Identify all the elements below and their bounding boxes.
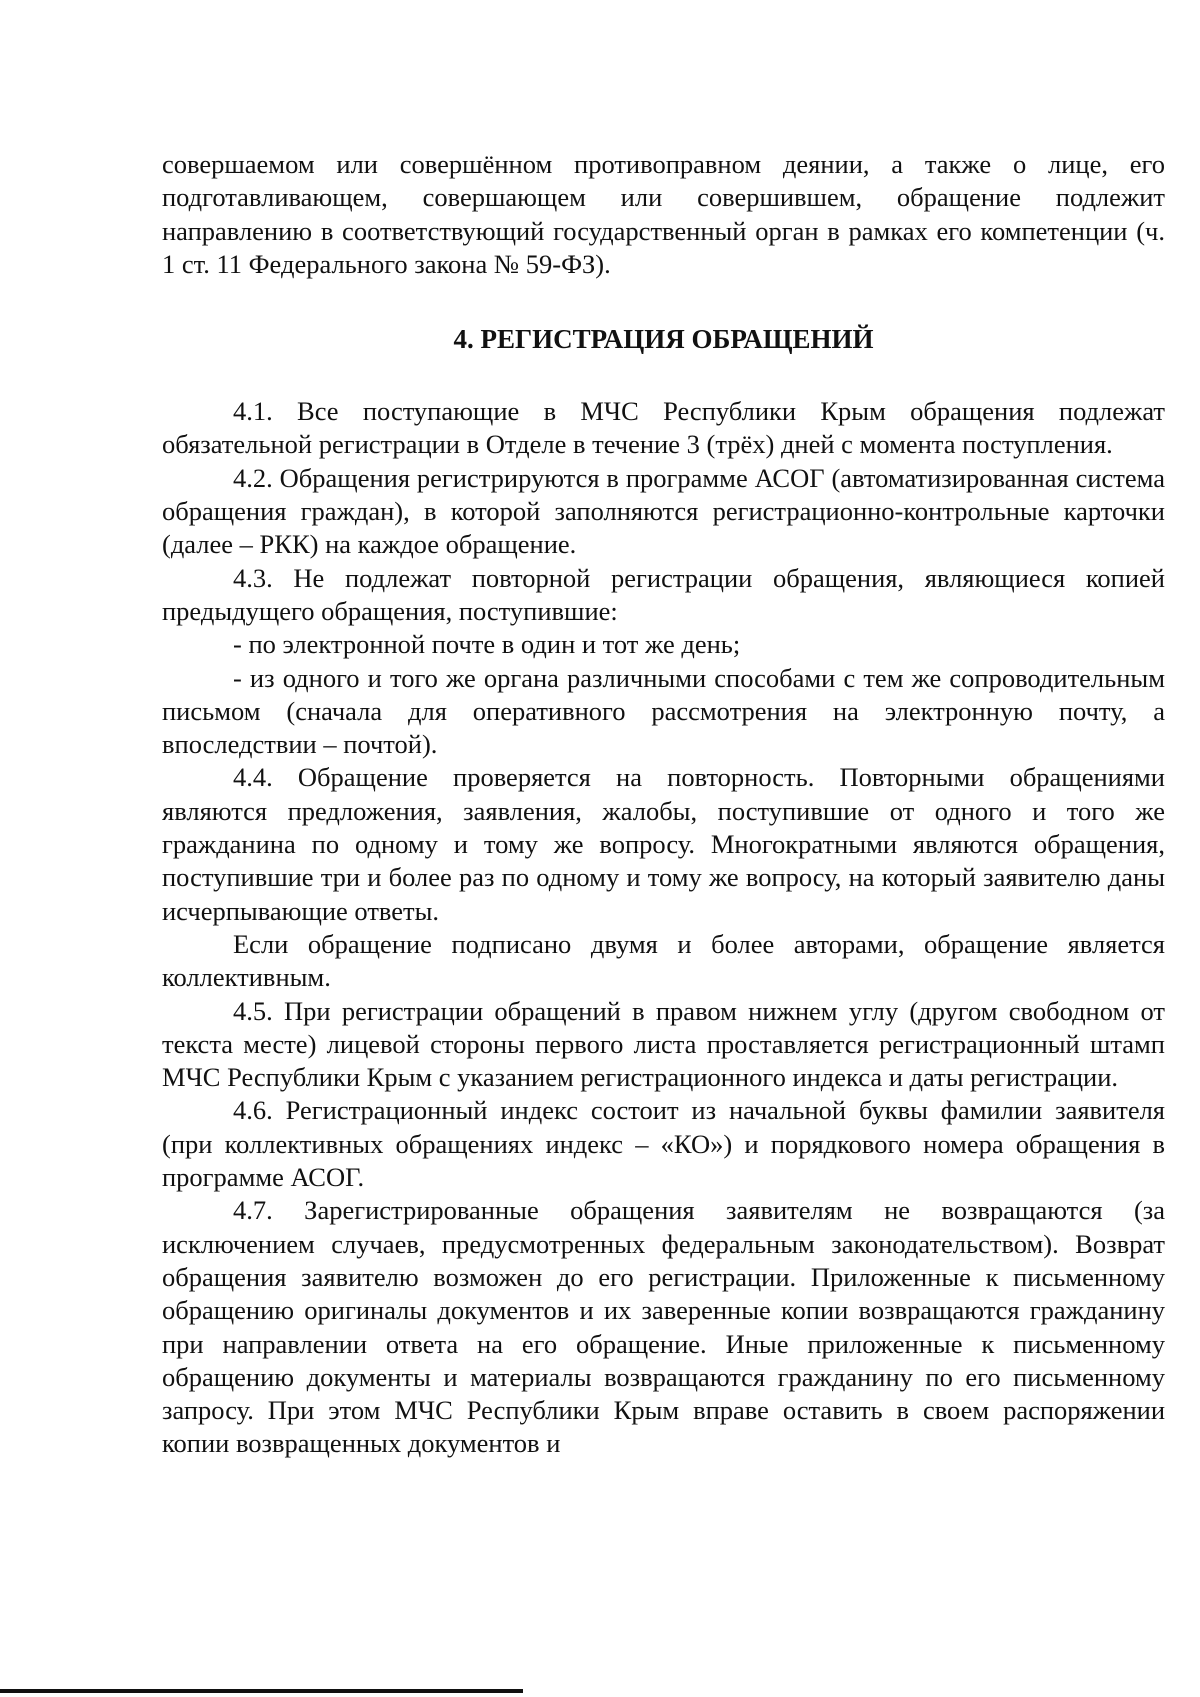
- paragraph-4-3: 4.3. Не подлежат повторной регистрации обращения, являющиеся копией предыдущего обращения, поступившие:: [162, 562, 1165, 626]
- section-title: 4. РЕГИСТРАЦИЯ ОБРАЩЕНИЙ: [453, 324, 874, 355]
- paragraph-4-6: 4.6. Регистрационный индекс состоит из начальной буквы фамилии заявителя (при коллективных обращениях индекс – «КО») и порядкового номера обращения в программе АСОГ.: [162, 1095, 1165, 1193]
- paragraph-4-5: 4.5. При регистрации обращений в правом нижнем углу (другом свободном от текста месте) лицевой стороны первого листа проставляется регистрационный штамп МЧС Республики Крым с указанием регистрационного индекса и даты регистрации.: [162, 995, 1165, 1093]
- paragraph-4-2: 4.2. Обращения регистрируются в программе АСОГ (автоматизированная система обращения граждан), в которой заполняются регистрационно-контрольные карточки (далее – РКК) на каждое обращение.: [162, 462, 1165, 560]
- continuation-paragraph: совершаемом или совершённом противоправном деянии, а также о лице, его подготавливающем, совершающем или совершившем, обращение подлежит направлению в соответствующий государственный орган в рамках его компетенции (ч. 1 ст. 11 Федерального закона № 59-ФЗ).: [162, 149, 1165, 279]
- list-item-email: - по электронной почте в один и тот же день;: [233, 629, 741, 660]
- footer-rule: [0, 1689, 523, 1693]
- document-page: [162, 148, 1165, 1461]
- paragraph-4-1: 4.1. Все поступающие в МЧС Республики Крым обращения подлежат обязательной регистрации в Отделе в течение 3 (трёх) дней с момента поступления.: [162, 396, 1165, 460]
- paragraph-4-4: 4.4. Обращение проверяется на повторность. Повторными обращениями являются предложения, заявления, жалобы, поступившие от одного и того же гражданина по одному и тому же вопросу. Многократными являются обращения, поступившие три и более раз по одному и тому же вопросу, на который заявителю даны исчерпывающие ответы.: [162, 762, 1165, 926]
- list-item-same-body: - из одного и того же органа различными способами с тем же сопроводительным письмом (сначала для оперативного рассмотрения на электронную почту, а впоследствии – почтой).: [162, 662, 1165, 760]
- paragraph-collective: Если обращение подписано двумя и более авторами, обращение является коллективным.: [162, 928, 1165, 993]
- paragraph-4-7: 4.7. Зарегистрированные обращения заявителям не возвращаются (за исключением случаев, предусмотренных федеральным законодательством). Возврат обращения заявителю возможен до его регистрации. Приложенные к письменному обращению оригиналы документов и их заверенные копии возвращаются гражданину при направлении ответа на его обращение. Иные приложенные к письменному обращению документы и материалы возвращаются гражданину по его письменному запросу. При этом МЧС Республики Крым вправе оставить в своем распоряжении копии возвращенных документов и: [162, 1195, 1165, 1459]
